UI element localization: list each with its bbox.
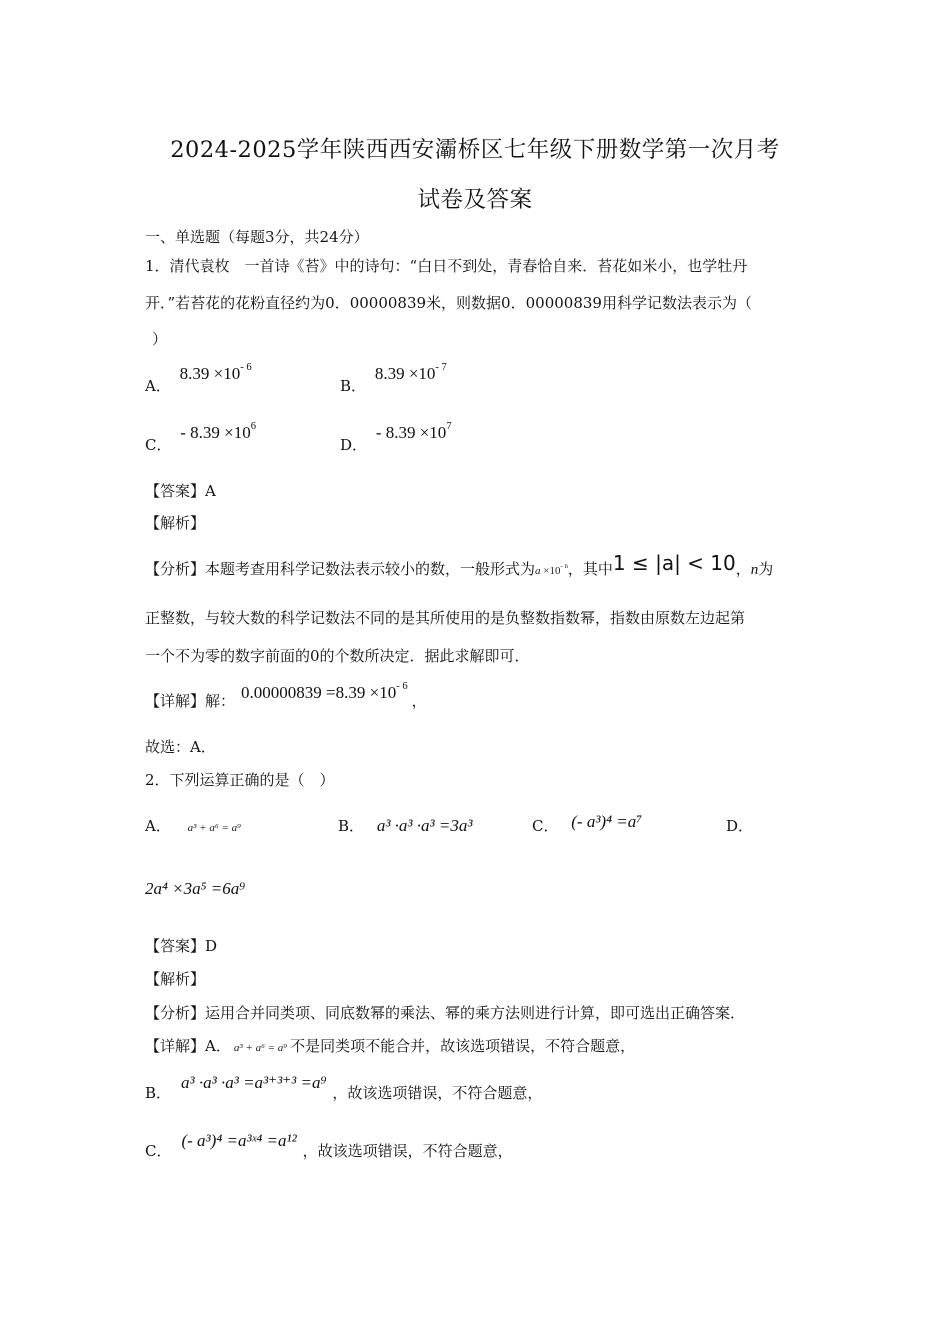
q1-analysis-line2: 正整数，与较大数的科学记数法不同的是其所使用的是负整数指数幂，指数由原数左边起第 — [145, 609, 746, 627]
variable-a: a — [535, 565, 541, 577]
option-math: - 8.39 ×10 — [180, 423, 251, 442]
detail-label: B． — [145, 1084, 172, 1102]
q2-option-b — [338, 815, 473, 837]
option-exponent: 6 — [250, 421, 257, 433]
q1-stem-line1: 1．清代袁枚 一首诗《苔》中的诗句：“白日不到处，青春恰自来．苔花如米小，也学牡丹 — [145, 257, 748, 275]
q2-detail-b — [145, 1073, 543, 1104]
q2-detail-a — [145, 1035, 635, 1059]
q1-stem-line3: ） — [152, 330, 168, 348]
q2-analysis-header: 【解析】 — [145, 970, 206, 988]
detail-exponent: - 6 — [396, 681, 408, 693]
analysis-text: 【分析】本题考查用科学记数法表示较小的数，一般形式为 — [145, 560, 536, 578]
option-label: B． — [338, 817, 365, 835]
detail-label: 【详解】A． — [145, 1037, 231, 1055]
section-heading: 一、单选题（每题3分，共24分） — [145, 228, 369, 246]
option-math: 8.39 ×10 — [179, 364, 241, 383]
q1-analysis-line1 — [145, 551, 774, 582]
q2-detail-c — [145, 1131, 513, 1162]
option-label: D． — [726, 817, 754, 835]
q1-answer: 【答案】A — [145, 482, 216, 500]
option-exponent: 7 — [446, 421, 452, 433]
form-rest: ×10 — [540, 565, 561, 577]
option-math: a³ + a⁶ = a⁹ — [187, 822, 241, 834]
q2-option-d — [726, 815, 753, 837]
q2-option-a — [145, 815, 241, 839]
document-title-line2: 试卷及答案 — [417, 187, 533, 213]
q1-detail — [145, 681, 427, 712]
detail-text: 不是同类项不能合并，故该选项错误，不符合题意， — [290, 1037, 636, 1055]
q2-stem: 2．下列运算正确的是（ ） — [145, 771, 335, 789]
option-label: B． — [340, 377, 367, 395]
q1-analysis-line3: 一个不为零的数字前面的0的个数所决定．据此求解即可． — [145, 647, 530, 665]
detail-text: ，故该选项错误，不符合题意， — [332, 1084, 543, 1102]
option-math: 2a⁴ ×3a⁵ =6a⁹ — [145, 879, 246, 898]
option-exponent: - 7 — [435, 362, 447, 374]
detail-end: ， — [411, 692, 427, 710]
detail-label: 【详解】解： — [145, 692, 236, 710]
detail-math: a³ + a⁶ = a⁹ — [233, 1042, 288, 1054]
detail-math: (- a³)⁴ =a³ˣ⁴ =a¹² — [181, 1131, 297, 1150]
option-label: C． — [145, 436, 172, 454]
q2-analysis: 【分析】运用合并同类项、同底数幂的乘法、幂的乘方法则进行计算，即可选出正确答案． — [145, 1004, 746, 1022]
option-label: D． — [340, 436, 368, 454]
option-label: A． — [145, 817, 171, 835]
analysis-text: ，其中 — [567, 560, 613, 578]
analysis-text: 为 — [758, 560, 774, 578]
q2-answer: 【答案】D — [145, 937, 218, 955]
option-label: A． — [145, 377, 171, 395]
q1-analysis-header: 【解析】 — [145, 514, 206, 532]
q2-option-d-math — [145, 878, 245, 900]
option-label: C． — [532, 817, 559, 835]
detail-label: C． — [145, 1142, 172, 1160]
variable-n: n — [750, 562, 759, 578]
q1-stem-line2: 开．”若苔花的花粉直径约为0．00000839米，则数据0．00000839用科学记数法表示为（ — [145, 294, 752, 312]
option-exponent: - 6 — [240, 362, 252, 374]
inequality: 1 ≤ |a| < 10 — [612, 551, 736, 575]
option-math: a³ ·a³ ·a³ =3a³ — [376, 816, 473, 835]
option-math: 8.39 ×10 — [374, 364, 436, 383]
q2-option-c — [532, 812, 643, 837]
analysis-text: ， — [735, 560, 751, 578]
q1-conclusion: 故选：A． — [145, 738, 216, 756]
detail-math: 0.00000839 =8.39 ×10 — [241, 683, 397, 702]
detail-math: a³ ·a³ ·a³ =a³⁺³⁺³ =a⁹ — [181, 1073, 327, 1092]
option-math: (- a³)⁴ =a⁷ — [571, 812, 643, 831]
detail-text: ，故该选项错误，不符合题意， — [302, 1142, 513, 1160]
form-exponent: - n — [560, 563, 568, 571]
option-math: - 8.39 ×10 — [375, 423, 447, 442]
document-title-line1: 2024-2025学年陕西西安灞桥区七年级下册数学第一次月考 — [170, 137, 780, 163]
